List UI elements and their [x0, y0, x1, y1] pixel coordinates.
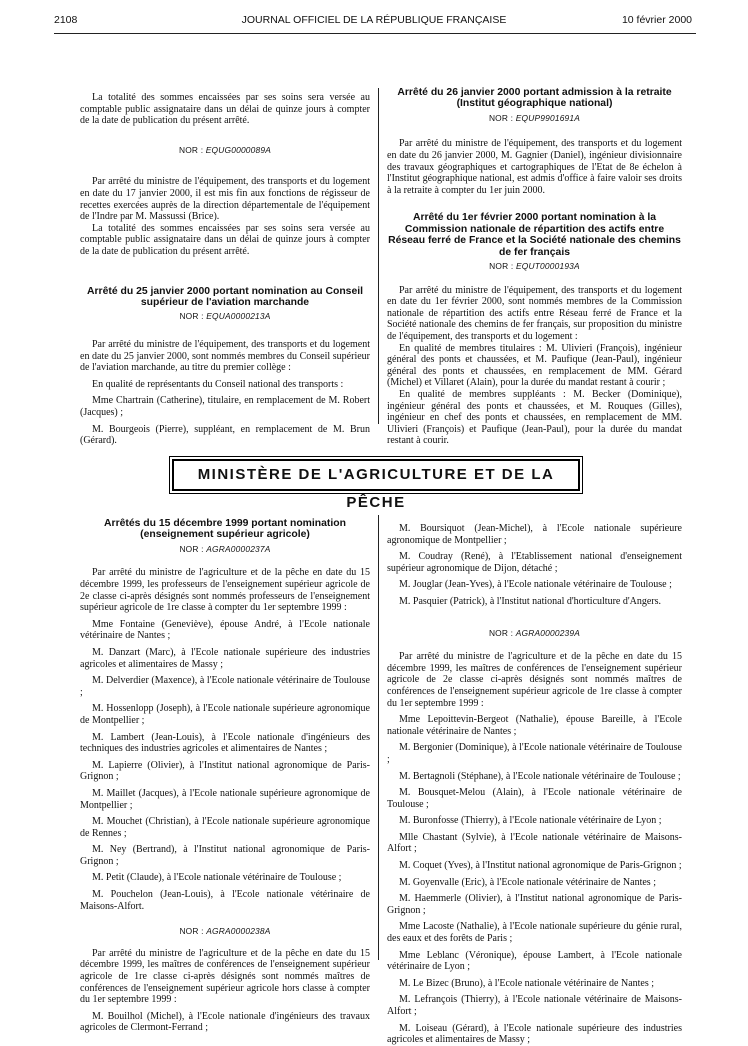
- header-rule: [54, 33, 696, 34]
- page-number: 2108: [54, 14, 78, 26]
- list-item: M. Maillet (Jacques), à l'Ecole nationale supérieure agronomique de Montpellier ;: [80, 787, 370, 811]
- list-item: M. Danzart (Marc), à l'Ecole nationale supérieure des industries agricoles et alimentaires de Massy ;: [80, 646, 370, 670]
- list-item: Mme Leblanc (Véronique), épouse Lambert, à l'Ecole nationale vétérinaire de Lyon ;: [387, 949, 682, 973]
- list-item: M. Delverdier (Maxence), à l'Ecole nationale vétérinaire de Toulouse ;: [80, 675, 370, 698]
- list-item: M. Bousquet-Melou (Alain), à l'Ecole nationale vétérinaire de Toulouse ;: [387, 787, 682, 810]
- list-item: M. Lefrançois (Thierry), à l'Ecole nationale vétérinaire de Maisons-Alfort ;: [387, 994, 682, 1017]
- list-item: M. Bertagnoli (Stéphane), à l'Ecole nationale vétérinaire de Toulouse ;: [399, 770, 681, 782]
- list-item: M. Hossenlopp (Joseph), à l'Ecole nationale supérieure agronomique de Montpellier ;: [80, 703, 370, 726]
- paragraph: La totalité des sommes encaissées par ses soins sera versée au comptable public assignataire dans un délai de quinze jours à compter de la date de publication du présent arrêté.: [80, 92, 370, 127]
- paragraph: Par arrêté du ministre de l'équipement, des transports et du logement en date du 25 janvier 2000, sont nommés membres du Conseil supérieur de l'aviation marchande, au titre du premier collège :: [80, 338, 370, 374]
- nor-reference: NOR : EQUA0000213A: [179, 311, 271, 322]
- appointee-list: [387, 714, 682, 1046]
- paragraph: En qualité de membres suppléants : M. Becker (Dominique), ingénieur général des ponts et chaussées, et M. Rouques (Gilles), ingénieur en chef des ponts et chaussées, en remplacement de MM. Ulivieri (François) et Paufique (Jean-Paul), pour la durée du mandat restant à courir.: [387, 388, 682, 447]
- paragraph: En qualité de membres titulaires : M. Ulivieri (François), ingénieur général des ponts et chaussées, et M. Paufique (Jean-Paul), ingénieur général des ponts et chaussées, en remplacement de MM. Gérard (Michel) et Villaret (Alain), pour la durée du mandat restant à courir ;: [387, 342, 682, 389]
- paragraph: Mme Chartrain (Catherine), titulaire, en remplacement de M. Robert (Jacques) ;: [80, 395, 370, 418]
- decree-title: Arrêté du 1er février 2000 portant nomination à la Commission nationale de répartition des actifs entre Réseau ferré de France et la Société nationale des chemins de fer français: [388, 212, 681, 258]
- paragraph: Par arrêté du ministre de l'équipement, des transports et du logement en date du 17 janvier 2000, il est mis fin aux fonctions de régisseur de recettes exercées auprès de la direction départementale de l'équipement de l'Indre par M. Massussi (Brice).: [80, 176, 370, 223]
- list-item: M. Lambert (Jean-Louis), à l'Ecole nationale d'ingénieurs des techniques des industries agricoles et alimentaires de Nantes ;: [80, 731, 370, 755]
- list-item: M. Haemmerle (Olivier), à l'Institut national agronomique de Paris-Grignon ;: [387, 893, 682, 916]
- decree-title: Arrêté du 26 janvier 2000 portant admission à la retraite (Institut géographique national): [397, 87, 672, 110]
- list-item: M. Coudray (René), à l'Etablissement national d'enseignement supérieur agronomique de Dijon, détaché ;: [387, 551, 682, 574]
- paragraph: En qualité de représentants du Conseil national des transports :: [92, 378, 344, 390]
- bottom-left-column: [80, 518, 370, 1034]
- list-item: M. Loiseau (Gérard), à l'Ecole nationale supérieure des industries agricoles et alimentaires de Massy ;: [387, 1022, 682, 1046]
- list-item: M. Pouchelon (Jean-Louis), à l'Ecole nationale vétérinaire de Maisons-Alfort.: [80, 889, 370, 912]
- nor-reference: NOR : EQUT0000193A: [489, 261, 580, 271]
- paragraph: Par arrêté du ministre de l'agriculture et de la pêche en date du 15 décembre 1999, les maîtres de conférences de l'enseignement supérieur agricole de 2e classe ci-après désignés sont nommés maîtres de conférences de l'enseignement supérieur agricole de 1re classe à compter du 1er septembre 1999 :: [387, 651, 682, 709]
- nor-reference: NOR : EQUG0000089A: [178, 144, 272, 155]
- nor-reference: NOR : AGRA0000238A: [179, 926, 271, 937]
- nor-reference: NOR : EQUP9901691A: [488, 112, 581, 123]
- paragraph: Par arrêté du ministre de l'équipement, des transports et du logement en date du 1er février 2000, sont nommés membres de la Commission nationale de répartition des actifs entre Réseau ferré de France et la Société nationale des chemins de fer français, sur proposition du ministre de l'équipement, des transports et du logement :: [387, 284, 682, 342]
- list-item: M. Jouglar (Jean-Yves), à l'Ecole nationale vétérinaire de Toulouse ;: [399, 579, 672, 591]
- issue-date: 10 février 2000: [621, 14, 692, 26]
- list-item: M. Petit (Claude), à l'Ecole nationale vétérinaire de Toulouse ;: [92, 872, 342, 884]
- paragraph: Par arrêté du ministre de l'agriculture et de la pêche en date du 15 décembre 1999, les professeurs de l'enseignement supérieur agricole de 2e classe ci-après désignés sont nommés professeurs de l'enseignement supérieur agricole de 1re classe à compter du 1er septembre 1999 :: [80, 567, 370, 614]
- paragraph: La totalité des sommes encaissées par ses soins sera versée au comptable public assignataire dans un délai de quinze jours à compter de la date de publication du présent arrêté.: [80, 222, 370, 257]
- list-item: M. Ney (Bertrand), à l'Institut national agronomique de Paris-Grignon ;: [80, 844, 370, 867]
- list-item: M. Mouchet (Christian), à l'Ecole nationale supérieure agronomique de Rennes ;: [80, 816, 370, 839]
- list-item: M. Buronfosse (Thierry), à l'Ecole nationale vétérinaire de Lyon ;: [399, 815, 662, 827]
- paragraph: Par arrêté du ministre de l'agriculture et de la pêche en date du 15 décembre 1999, les maîtres de conférences de l'enseignement supérieur agricole de 1re classe ci-après désignés sont nommés maîtres de conférences de l'enseignement supérieur agricole hors classe à compter du 1er septembre 1999 :: [80, 947, 370, 1006]
- appointee-list: [387, 523, 682, 608]
- journal-title: JOURNAL OFFICIEL DE LA RÉPUBLIQUE FRANÇAISE: [241, 14, 507, 26]
- list-item: Mme Fontaine (Geneviève), épouse André, à l'Ecole nationale vétérinaire de Nantes ;: [80, 618, 370, 642]
- list-item: M. Coquet (Yves), à l'Institut national agronomique de Paris-Grignon ;: [399, 860, 682, 872]
- ministry-banner: MINISTÈRE DE L'AGRICULTURE ET DE LA PÊCHE: [172, 459, 580, 491]
- list-item: M. Pasquier (Patrick), à l'Institut national d'horticulture d'Angers.: [399, 595, 662, 607]
- appointee-list: [80, 619, 370, 912]
- page-header: [0, 14, 748, 32]
- top-left-column: [80, 92, 370, 447]
- list-item: M. Le Bizec (Bruno), à l'Ecole nationale vétérinaire de Nantes ;: [399, 977, 655, 989]
- decree-title: Arrêtés du 15 décembre 1999 portant nomination (enseignement supérieur agricole): [104, 518, 346, 541]
- list-item: Mlle Chastant (Sylvie), à l'Ecole nationale vétérinaire de Maisons-Alfort ;: [387, 831, 682, 855]
- paragraph: M. Bourgeois (Pierre), suppléant, en remplacement de M. Brun (Gérard).: [80, 423, 370, 447]
- list-item: M. Bouilhol (Michel), à l'Ecole nationale d'ingénieurs des travaux agricoles de Clermont-Ferrand ;: [80, 1010, 370, 1034]
- list-item: M. Bergonier (Dominique), à l'Ecole nationale vétérinaire de Toulouse ;: [387, 742, 682, 765]
- list-item: M. Goyenvalle (Eric), à l'Ecole nationale vétérinaire de Nantes ;: [399, 876, 656, 888]
- top-right-column: [387, 87, 682, 447]
- column-divider: [378, 515, 379, 960]
- nor-reference: NOR : AGRA0000237A: [179, 543, 271, 554]
- appointee-list: [80, 1011, 370, 1034]
- paragraph: Par arrêté du ministre de l'équipement, des transports et du logement en date du 26 janvier 2000, M. Gagnier (Daniel), ingénieur divisionnaire des travaux géographiques et cartographiques de l'Etat de 8e échelon à l'Institut géographique national, est admis d'office à faire valoir ses droits à la retraite à compter du 1er juin 2000.: [387, 138, 682, 196]
- list-item: M. Boursiquot (Jean-Michel), à l'Ecole nationale supérieure agronomique de Montpellier ;: [387, 523, 682, 546]
- bottom-right-column: [387, 518, 682, 1046]
- list-item: Mme Lacoste (Nathalie), à l'Ecole nationale supérieure du génie rural, des eaux et des forêts de Paris ;: [387, 921, 682, 945]
- nor-reference: NOR : AGRA0000239A: [488, 627, 581, 638]
- decree-title: Arrêté du 25 janvier 2000 portant nomination au Conseil supérieur de l'aviation marchande: [87, 285, 363, 308]
- list-item: Mme Lepoittevin-Bergeot (Nathalie), épouse Bareille, à l'Ecole nationale vétérinaire de Nantes ;: [387, 714, 682, 737]
- list-item: M. Lapierre (Olivier), à l'Institut national agronomique de Paris-Grignon ;: [80, 759, 370, 783]
- column-divider: [378, 88, 379, 424]
